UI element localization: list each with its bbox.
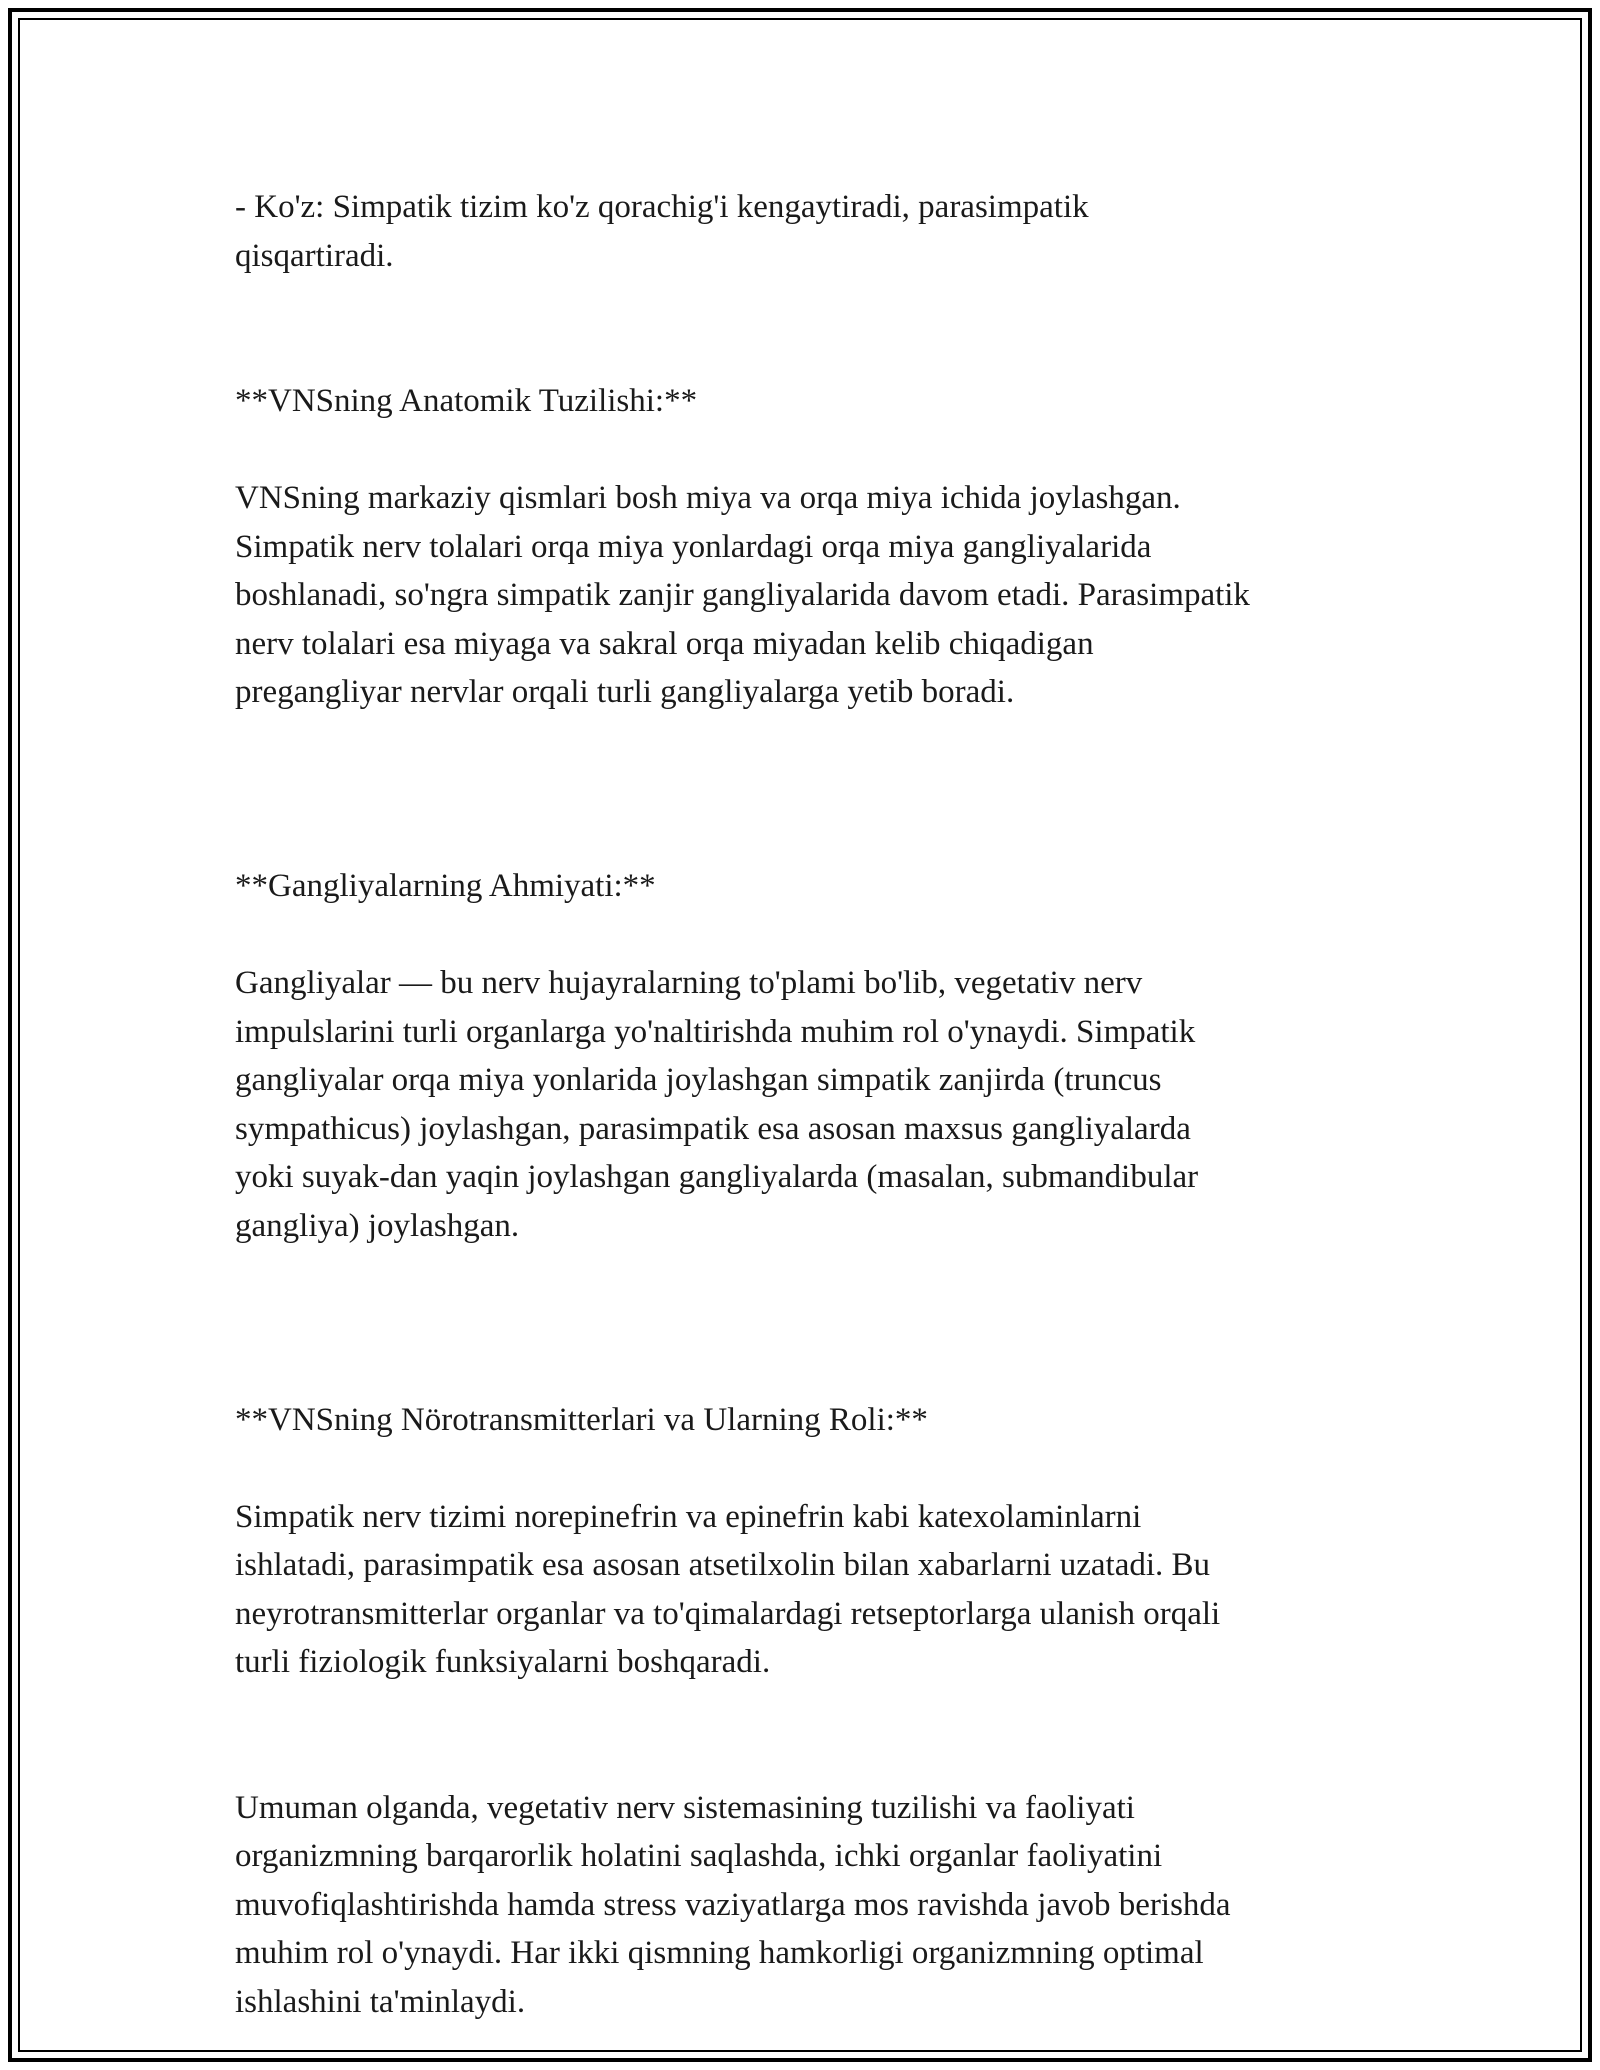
document-body (235, 183, 1385, 2026)
section-paragraph: Gangliyalar — bu nerv hujayralarning to'plami bo'lib, vegetativ nerv impulslarini turli organlarga yo'naltirishda muhim rol o'ynaydi. Simpatik gangliyalar orqa miya yonlarida joylashgan simpatik zanjirda (truncus sympathicus) joylashgan, parasimpatik esa asosan maxsus gangliyalarda yoki suyak-dan yaqin joylashgan gangliyalarda (masalan, submandibular gangliya) joylashgan. (235, 965, 1199, 1244)
section-paragraph: VNSning markaziy qismlari bosh miya va orqa miya ichida joylashgan. Simpatik nerv tolalari orqa miya yonlardagi orqa miya gangliyalarida boshlanadi, so'ngra simpatik zanjir gangliyalarida davom etadi. Parasimpatik nerv tolalari esa miyaga va sakral orqa miyadan kelib chiqadigan pregangliyar nervlar orqali turli gangliyalarga yetib boradi. (235, 480, 1250, 710)
section-paragraph: Simpatik nerv tizimi norepinefrin va epinefrin kabi katexolaminlarni ishlatadi, parasimpatik esa asosan atsetilxolin bilan xabarlarni uzatadi. Bu neyrotransmitterlar organlar va to'qimalardagi retseptorlarga ulanish orqali turli fiziologik funksiyalarni boshqaradi. (235, 1498, 1221, 1680)
conclusion-paragraph: Umuman olganda, vegetativ nerv sistemasining tuzilishi va faoliyati organizmning barqarorlik holatini saqlashda, ichki organlar faoliyatini muvofiqlashtirishda hamda stress vaziyatlarga mos ravishda javob berishda muhim rol o'ynaydi. Har ikki qismning hamkorligi organizmning optimal ishlashini ta'minlaydi. (235, 1789, 1231, 2020)
section-heading: **Gangliyalarning Ahmiyati:** (235, 868, 656, 904)
section-ganglia (235, 814, 1385, 1299)
section-neurotransmitters (235, 1347, 1385, 1735)
intro-paragraph: - Ko'z: Simpatik tizim ko'z qorachig'i kengaytiradi, parasimpatik qisqartiradi. (235, 189, 1089, 274)
section-heading: **VNSning Nörotransmitterlari va Ularning Roli:** (235, 1401, 928, 1438)
section-heading: **VNSning Anatomik Tuzilishi:** (235, 383, 698, 419)
section-anatomy (235, 329, 1385, 766)
